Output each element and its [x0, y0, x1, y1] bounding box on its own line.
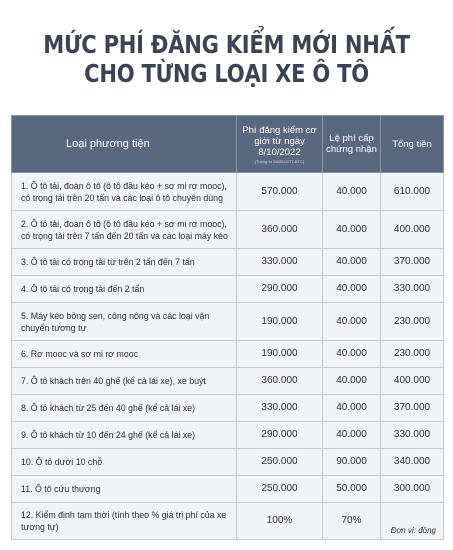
- cell-total: 230.000: [381, 341, 444, 368]
- cell-inspection-fee: 250.000: [237, 449, 323, 476]
- cell-vehicle-type: 8. Ô tô khách từ 25 đến 40 ghế (kể cả lái xe): [12, 395, 237, 422]
- cell-certificate-fee: 40.000: [323, 368, 381, 395]
- table-row: [12, 173, 444, 211]
- title-line-2: CHO TỪNG LOẠI XE Ô TÔ: [84, 59, 369, 88]
- table-row: [12, 395, 444, 422]
- header-total: Tổng tiền: [381, 116, 444, 173]
- cell-total: 400.000: [381, 211, 444, 249]
- fee-table: [11, 115, 444, 540]
- table-row: [12, 276, 444, 303]
- page-title: [32, 30, 422, 88]
- cell-inspection-fee: 290.000: [237, 276, 323, 303]
- cell-certificate-fee: 40.000: [323, 341, 381, 368]
- cell-certificate-fee: 90.000: [323, 449, 381, 476]
- cell-vehicle-type: 2. Ô tô tải, đoàn ô tô (ô tô đầu kéo + sơ mi rơ mooc), có trọng tải trên 7 tấn đến 20 tấn và các loại máy kéo: [12, 211, 237, 249]
- header-inspection-fee-label: Phí đăng kiểm cơ giới từ ngày 8/10/2022: [242, 124, 317, 158]
- cell-vehicle-type: 4. Ô tô tải có trọng tải đến 2 tấn: [12, 276, 237, 303]
- cell-inspection-fee: 190.000: [237, 341, 323, 368]
- cell-total: 330.000: [381, 276, 444, 303]
- table-row: [12, 303, 444, 341]
- title-line-1: MỨC PHÍ ĐĂNG KIỂM MỚI NHẤT: [43, 30, 410, 59]
- cell-inspection-fee: 330.000: [237, 395, 323, 422]
- cell-certificate-fee: 40.000: [323, 249, 381, 276]
- cell-vehicle-type: 7. Ô tô khách trên 40 ghế (kể cả lái xe), xe buýt: [12, 368, 237, 395]
- unit-note: Đơn vị: đồng: [390, 526, 436, 535]
- cell-certificate-fee: 40.000: [323, 173, 381, 211]
- cell-inspection-fee: 570.000: [237, 173, 323, 211]
- cell-vehicle-type: 9. Ô tô khách từ 10 đến 24 ghế (kể cả lái xe): [12, 422, 237, 449]
- cell-vehicle-type: 3. Ô tô tải có trọng tải từ trên 2 tấn đến 7 tấn: [12, 249, 237, 276]
- cell-total: 300.000: [381, 476, 444, 503]
- table-header-row: [12, 116, 444, 173]
- cell-certificate-fee: 70%: [323, 503, 381, 540]
- cell-inspection-fee: 100%: [237, 503, 323, 540]
- cell-vehicle-type: 5. Máy kéo bông sen, công nông và các loại vận chuyển tương tự: [12, 303, 237, 341]
- cell-inspection-fee: 360.000: [237, 368, 323, 395]
- cell-total: 330.000: [381, 422, 444, 449]
- table-body: [12, 173, 444, 540]
- header-vehicle-type: Loại phương tiện: [12, 116, 237, 173]
- cell-inspection-fee: 190.000: [237, 303, 323, 341]
- cell-certificate-fee: 40.000: [323, 422, 381, 449]
- cell-total: 370.000: [381, 249, 444, 276]
- cell-certificate-fee: 40.000: [323, 303, 381, 341]
- cell-vehicle-type: 6. Rơ mooc và sơ mi rơ mooc: [12, 341, 237, 368]
- header-fee-note: (Thông tư 55/2022/TT-BTC): [254, 158, 305, 164]
- table-row: [12, 368, 444, 395]
- cell-certificate-fee: 50.000: [323, 476, 381, 503]
- cell-inspection-fee: 290.000: [237, 422, 323, 449]
- table-row: [12, 341, 444, 368]
- table-row: [12, 249, 444, 276]
- cell-total: 340.000: [381, 449, 444, 476]
- cell-inspection-fee: 250.000: [237, 476, 323, 503]
- cell-inspection-fee: 330.000: [237, 249, 323, 276]
- table-row: [12, 449, 444, 476]
- cell-vehicle-type: 12. Kiểm định tạm thời (tính theo % giá trị phí của xe tương tự): [12, 503, 237, 540]
- table-row: [12, 503, 444, 540]
- table-row: [12, 211, 444, 249]
- cell-certificate-fee: 40.000: [323, 276, 381, 303]
- cell-total: 230.000: [381, 303, 444, 341]
- cell-certificate-fee: 40.000: [323, 211, 381, 249]
- cell-total: 370.000: [381, 395, 444, 422]
- table-row: [12, 476, 444, 503]
- cell-vehicle-type: 11. Ô tô cứu thương: [12, 476, 237, 503]
- table-row: [12, 422, 444, 449]
- cell-inspection-fee: 360.000: [237, 211, 323, 249]
- cell-vehicle-type: 1. Ô tô tải, đoàn ô tô (ô tô đầu kéo + sơ mi rơ mooc), có trọng tải trên 20 tấn và các loại ô tô chuyên dùng: [12, 173, 237, 211]
- cell-vehicle-type: 10. Ô tô dưới 10 chỗ: [12, 449, 237, 476]
- header-inspection-fee: [237, 116, 323, 173]
- cell-total: 610.000: [381, 173, 444, 211]
- cell-certificate-fee: 40.000: [323, 395, 381, 422]
- header-certificate-fee: Lệ phí cấp chứng nhận: [323, 116, 381, 173]
- cell-total: 400.000: [381, 368, 444, 395]
